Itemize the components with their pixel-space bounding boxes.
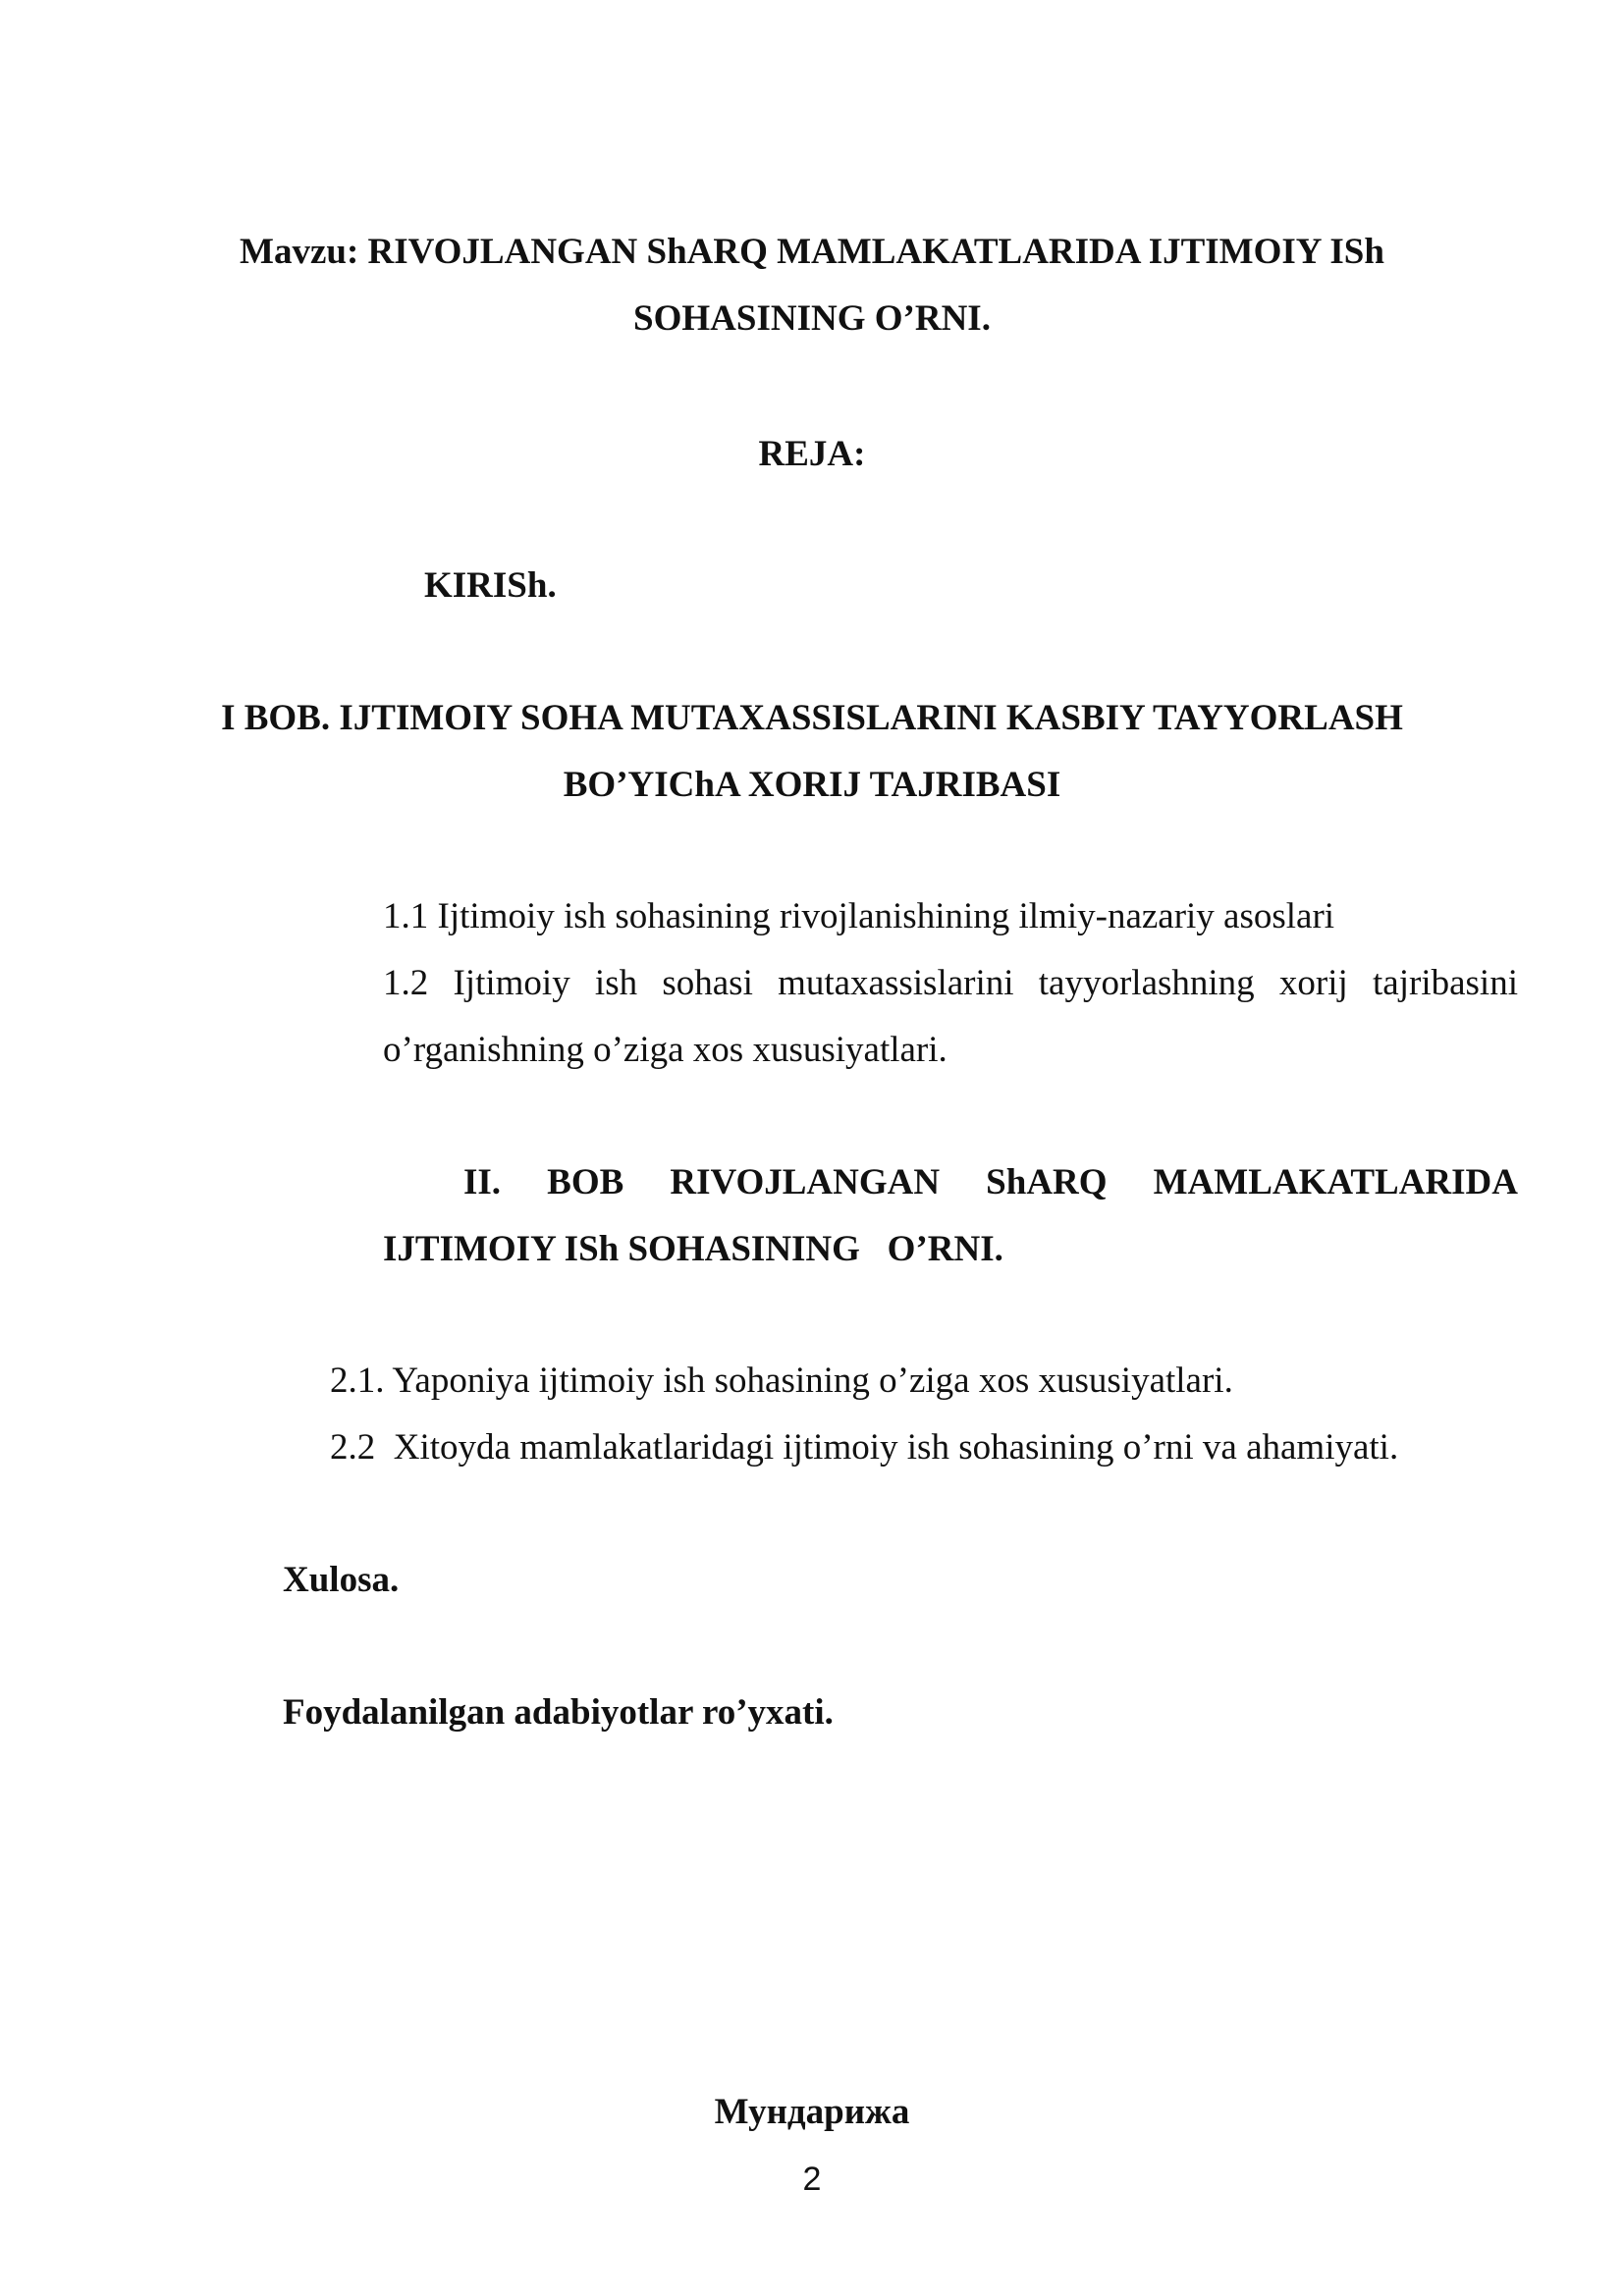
section-1-2-line-1: 1.2 Ijtimoiy ish sohasi mutaxassislarini tayyorlashning xorij tajribasini [383,963,1518,1003]
chapter-1-title-line-2: BO’YIChA XORIJ TAJRIBASI [563,765,1061,805]
chapter-2-title-line-1: II. BOB RIVOJLANGAN ShARQ MAMLAKATLARIDA [463,1162,1518,1202]
topic-title-line-2: SOHASINING O’RNI. [633,298,991,339]
conclusion-heading: Xulosa. [283,1560,400,1600]
section-1-1: 1.1 Ijtimoiy ish sohasining rivojlanishining ilmiy-nazariy asoslari [383,896,1335,936]
plan-heading: REJA: [758,434,866,474]
references-heading: Foydalanilgan adabiyotlar ro’yxati. [283,1692,834,1733]
introduction-heading: KIRISh. [424,565,557,606]
topic-title-line-1: Mavzu: RIVOJLANGAN ShARQ MAMLAKATLARIDA IJTIMOIY ISh [240,232,1384,272]
section-2-1: 2.1. Yaponiya ijtimoiy ish sohasining o’ziga xos xususiyatlari. [330,1361,1233,1401]
section-2-2: 2.2 Xitoyda mamlakatlaridagi ijtimoiy ish sohasining o’rni va ahamiyati. [330,1427,1399,1468]
section-1-2-line-2: o’rganishning o’ziga xos xususiyatlari. [383,1030,947,1070]
chapter-2-title-line-2: IJTIMOIY ISh SOHASINING O’RNI. [383,1229,1003,1269]
contents-heading: Мундарижа [714,2092,910,2132]
page-number: 2 [802,2161,822,2198]
chapter-1-title-line-1: I BOB. IJTIMOIY SOHA MUTAXASSISLARINI KASBIY TAYYORLASH [221,698,1403,738]
